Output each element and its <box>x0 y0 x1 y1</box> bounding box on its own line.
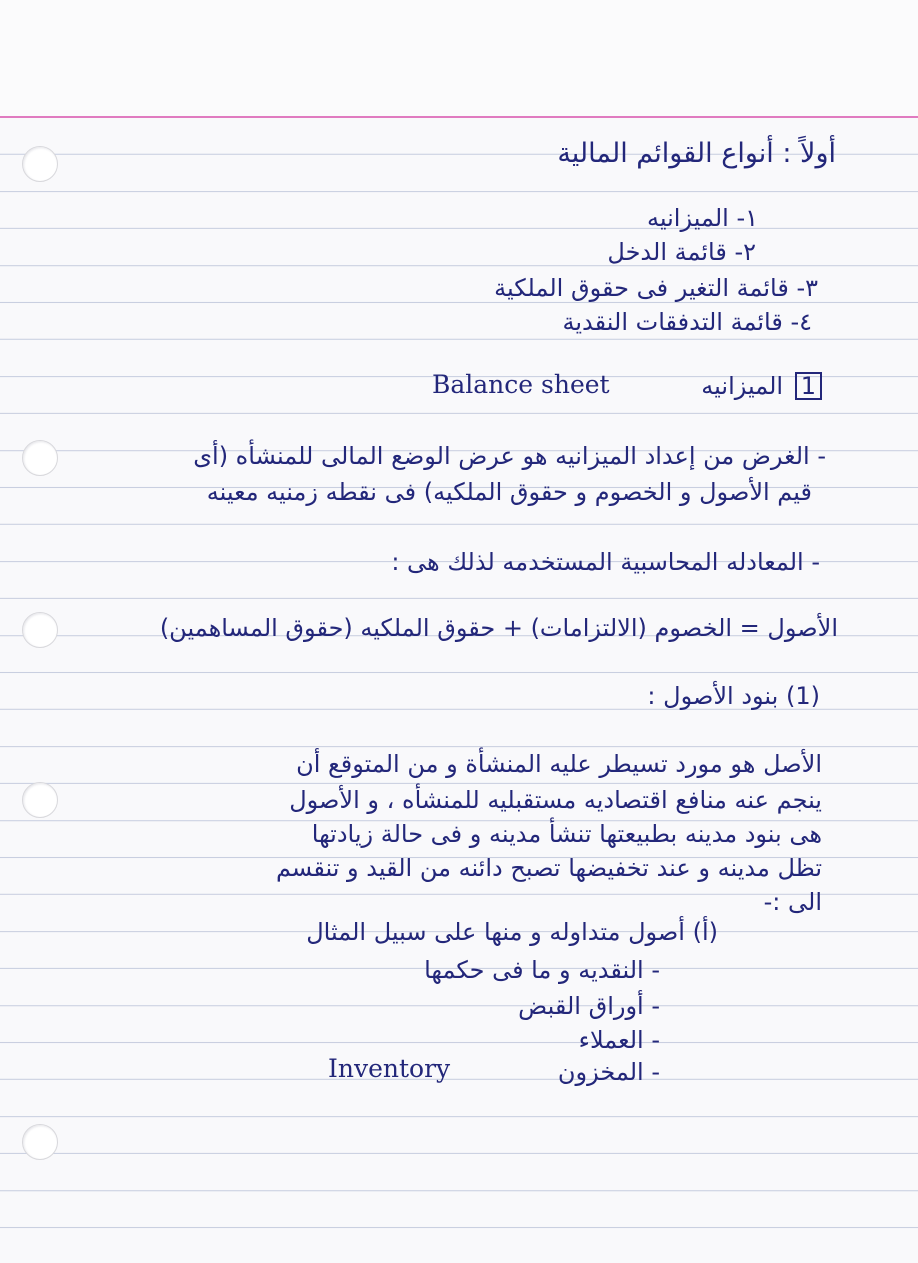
purpose-line: قيم الأصول و الخصوم و حقوق الملكيه) فى نقطه زمنيه معينه <box>206 478 812 506</box>
list-item: ٣- قائمة التغير فى حقوق الملكية <box>494 274 818 302</box>
asset-definition-line: هى بنود مدينه بطبيعتها تنشأ مدينه و فى حالة زيادتها <box>311 820 822 848</box>
list-item: - أوراق القبض <box>518 992 660 1020</box>
top-margin <box>0 0 918 118</box>
accounting-equation: الأصول = الخصوم (الالتزامات) + حقوق الملكيه (حقوق المساهمين) <box>159 614 838 642</box>
section-heading-ar: الميزانيه <box>701 372 784 400</box>
asset-definition-line: الى :- <box>763 888 822 916</box>
section-number: 1 <box>795 372 822 400</box>
list-item: ١- الميزانيه <box>647 204 758 232</box>
list-item: - المخزون <box>557 1058 660 1086</box>
equation-intro: - المعادله المحاسبية المستخدمه لذلك هى : <box>391 548 820 576</box>
list-item: - النقديه و ما فى حكمها <box>424 956 660 984</box>
list-item: ٢- قائمة الدخل <box>607 238 756 266</box>
margin-line <box>0 116 918 118</box>
purpose-line: - الغرض من إعداد الميزانيه هو عرض الوضع المالى للمنشأه (أى <box>193 442 826 470</box>
page-title: أولاً : أنواع القوائم المالية <box>557 138 836 169</box>
asset-definition-line: ينجم عنه منافع اقتصاديه مستقبليه للمنشأه ، و الأصول <box>289 786 822 814</box>
punch-hole <box>22 146 58 182</box>
section-heading-en: Balance sheet <box>432 370 610 399</box>
asset-definition-line: الأصل هو مورد تسيطر عليه المنشأة و من المتوقع أن <box>296 750 822 778</box>
punch-hole <box>22 440 58 476</box>
asset-definition-line: تظل مدينه و عند تخفيضها تصبح دائنه من القيد و تنقسم <box>275 854 822 882</box>
punch-hole <box>22 612 58 648</box>
list-item: ٤- قائمة التدفقات النقدية <box>562 308 812 336</box>
punch-hole <box>22 1124 58 1160</box>
inventory-label-en: Inventory <box>328 1054 451 1083</box>
current-assets-heading: (أ) أصول متداوله و منها على سبيل المثال <box>306 918 718 946</box>
section-heading <box>701 372 822 400</box>
assets-heading: (1) بنود الأصول : <box>647 682 820 710</box>
list-item: - العملاء <box>578 1026 660 1054</box>
punch-hole <box>22 782 58 818</box>
